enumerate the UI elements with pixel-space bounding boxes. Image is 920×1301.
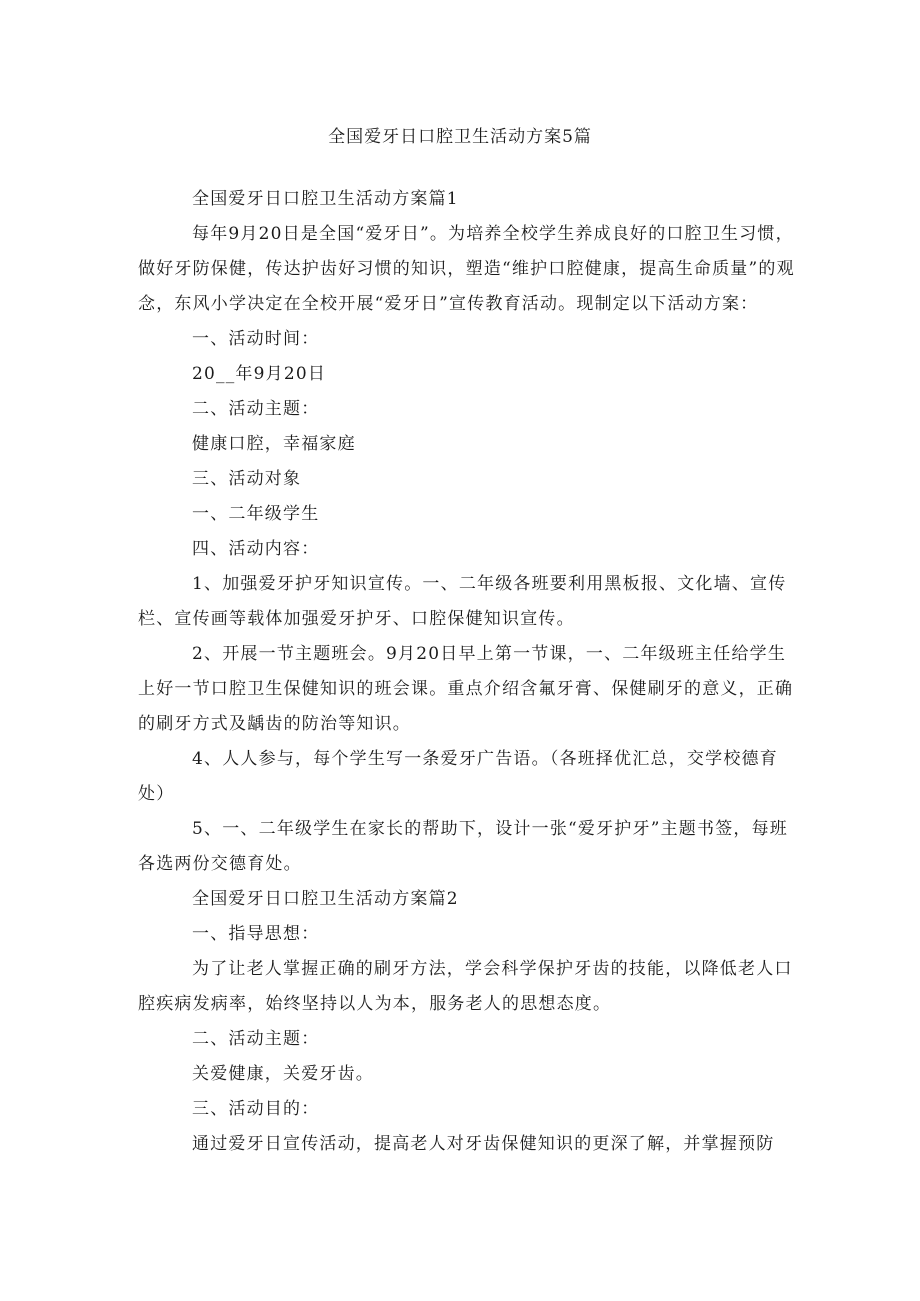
heading-activity-target: 三、活动对象 [192,469,302,489]
heading-activity-theme: 二、活动主题： [192,399,320,419]
heading-activity-theme-2: 二、活动主题： [192,1029,320,1049]
heading-activity-purpose: 三、活动目的： [192,1099,320,1119]
content-item-4: 4、人人参与，每个学生写一条爱牙广告语。（各班择优汇总，交学校德育处） [138,749,778,804]
content-item-5: 5、一、二年级学生在家长的帮助下，设计一张“爱牙护牙”主题书签，每班各选两份交德育处。 [138,819,788,874]
activity-target-value: 一、二年级学生 [192,504,320,524]
content-item-2: 2、开展一节主题班会。9月20日早上第一节课，一、二年级班主任给学生上好一节口腔卫生保健知识的班会课。重点介绍含氟牙膏、保健刷牙的意义，正确的刷牙方式及龋齿的防治等知识。 [138,644,794,734]
activity-theme-value: 健康口腔，幸福家庭 [192,434,356,454]
activity-time-value: 20__年9月20日 [192,364,327,384]
heading-guiding-thought: 一、指导思想： [192,924,320,944]
paragraph-intro: 每年9月20日是全国“爱牙日”。为培养全校学生养成良好的口腔卫生习惯，做好牙防保健，传达护齿好习惯的知识，塑造“维护口腔健康，提高生命质量”的观念，东风小学决定在全校开展“爱牙日”宣传教育活动。现制定以下活动方案： [138,224,795,314]
section-heading-2: 全国爱牙日口腔卫生活动方案篇2 [192,889,459,909]
activity-purpose-text: 通过爱牙日宣传活动，提高老人对牙齿保健知识的更深了解，并掌握预防 [192,1134,775,1154]
document-title: 全国爱牙日口腔卫生活动方案5篇 [328,127,592,147]
document-body [138,182,798,1162]
heading-activity-content: 四、活动内容： [192,539,320,559]
activity-theme-2-value: 关爱健康，关爱牙齿。 [192,1064,374,1084]
heading-activity-time: 一、活动时间： [192,329,320,349]
section-heading-1: 全国爱牙日口腔卫生活动方案篇1 [192,189,459,209]
content-item-1: 1、加强爱牙护牙知识宣传。一、二年级各班要利用黑板报、文化墙、宣传栏、宣传画等载体加强爱牙护牙、口腔保健知识宣传。 [138,574,787,629]
guiding-thought-text: 为了让老人掌握正确的刷牙方法，学会科学保护牙齿的技能，以降低老人口腔疾病发病率，始终坚持以人为本，服务老人的思想态度。 [138,959,793,1014]
